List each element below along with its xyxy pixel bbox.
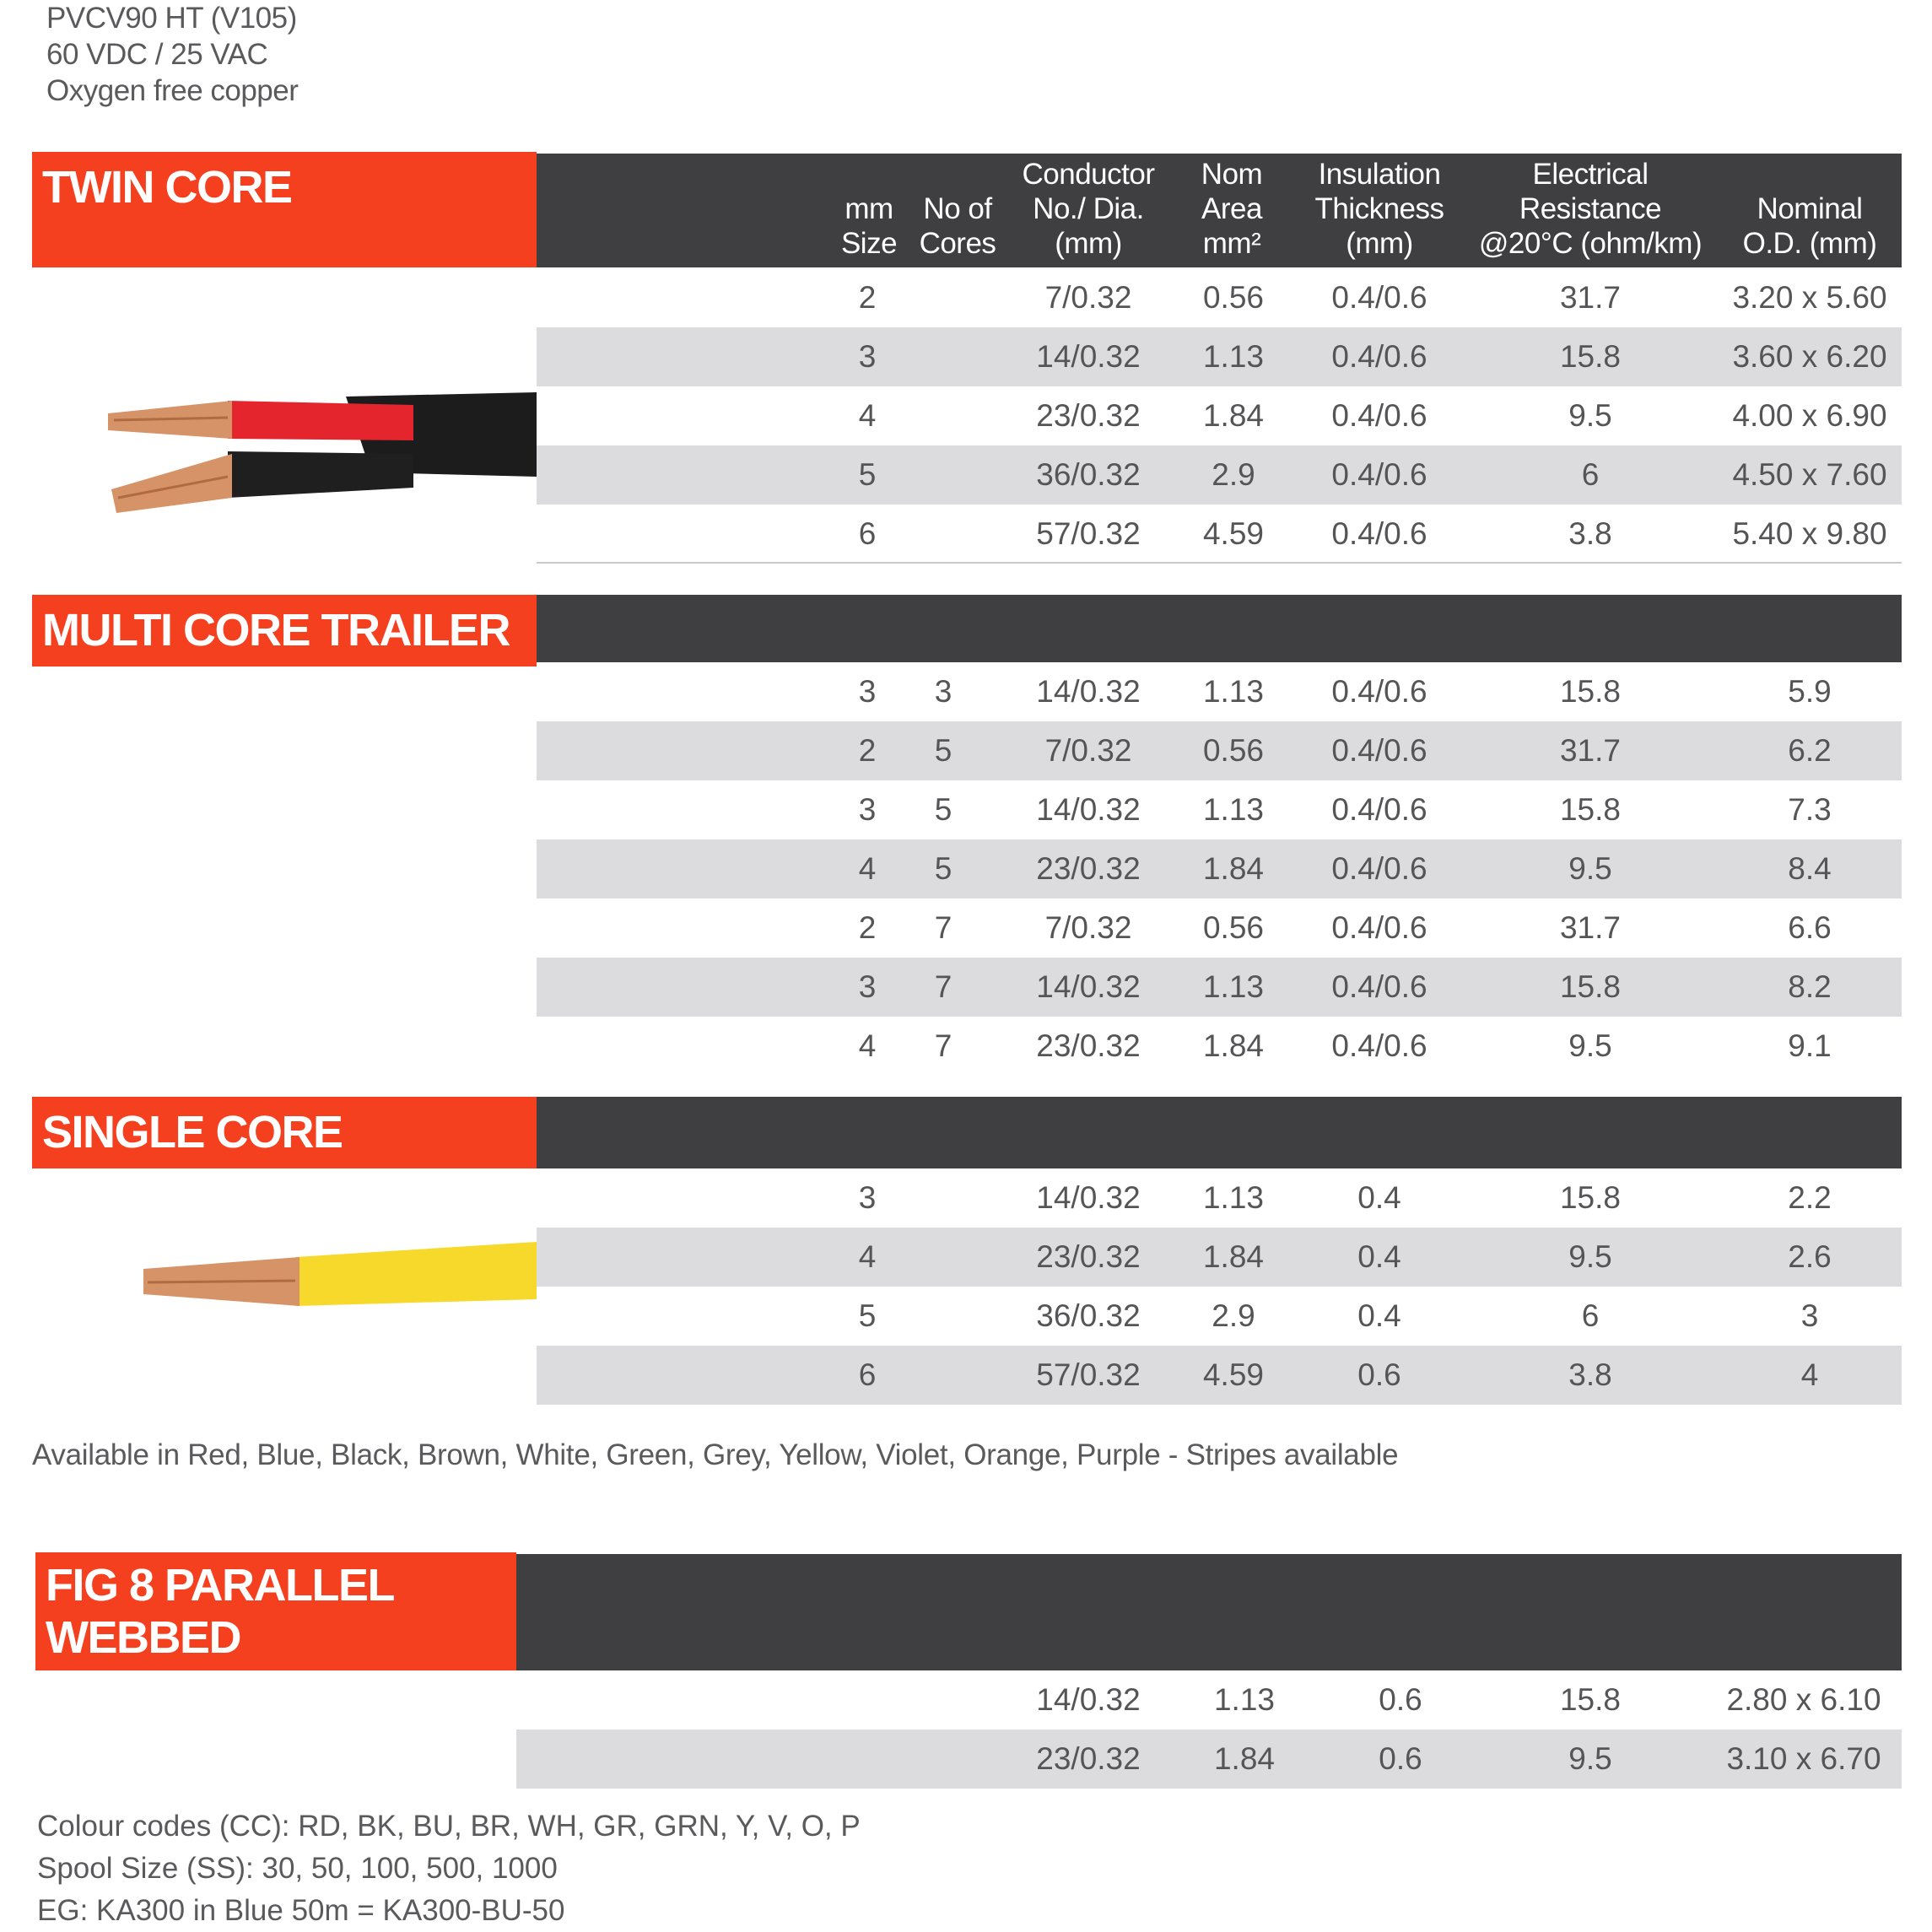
cell-resistance: 15.8 [1559, 339, 1621, 374]
cell-size: 2 [858, 280, 877, 315]
cell-od: 3.20 x 5.60 [1732, 280, 1887, 315]
cell-size: 6 [858, 1357, 877, 1392]
section-title-single-core: SINGLE CORE [32, 1097, 537, 1168]
cell-insulation: 0.4/0.6 [1331, 733, 1427, 768]
cell-insulation: 0.4/0.6 [1331, 457, 1427, 492]
cell-size: 3 [858, 792, 877, 827]
cell-conductor: 7/0.32 [1044, 733, 1132, 768]
cell-od: 2.80 x 6.10 [1726, 1682, 1881, 1717]
cell-area: 1.13 [1202, 792, 1264, 827]
cell-od: 8.4 [1788, 851, 1832, 886]
cell-cores: 5 [934, 851, 953, 886]
cell-insulation: 0.4/0.6 [1331, 910, 1427, 945]
cell-od: 7.3 [1788, 792, 1832, 827]
cell-size: 5 [858, 457, 877, 492]
cell-area: 0.56 [1202, 733, 1264, 768]
table-row [537, 839, 1902, 899]
footer-line: Spool Size (SS): 30, 50, 100, 500, 1000 [37, 1852, 558, 1885]
section-header-bar [537, 1097, 1902, 1168]
cell-size: 4 [858, 851, 877, 886]
cell-conductor: 57/0.32 [1036, 516, 1141, 551]
cell-resistance: 9.5 [1568, 1741, 1612, 1776]
cell-conductor: 14/0.32 [1036, 792, 1141, 827]
spec-line: Oxygen free copper [46, 74, 299, 107]
cell-insulation: 0.4/0.6 [1331, 280, 1427, 315]
table-row [537, 1017, 1902, 1076]
cell-od: 4 [1800, 1357, 1819, 1392]
cell-resistance: 15.8 [1559, 1682, 1621, 1717]
cell-insulation: 0.4/0.6 [1331, 398, 1427, 433]
column-header-insulation: Insulation Thickness (mm) [1314, 158, 1444, 260]
cell-conductor: 7/0.32 [1044, 910, 1132, 945]
section-header-bar [537, 595, 1902, 662]
cell-resistance: 15.8 [1559, 1180, 1621, 1215]
cell-size: 4 [858, 1028, 877, 1063]
cell-insulation: 0.4 [1357, 1298, 1401, 1333]
column-header-resistance: Electrical Resistance @20°C (ohm/km) [1478, 158, 1703, 260]
cell-resistance: 3.8 [1568, 1357, 1612, 1392]
cell-conductor: 23/0.32 [1036, 1741, 1141, 1776]
colour-availability-note: Available in Red, Blue, Black, Brown, White, Green, Grey, Yellow, Violet, Orange, Purple - Stripes available [32, 1438, 1399, 1471]
cell-conductor: 14/0.32 [1036, 1180, 1141, 1215]
table-row [537, 958, 1902, 1017]
footer-notes [37, 1805, 861, 1932]
cell-resistance: 15.8 [1559, 969, 1621, 1004]
cell-area: 1.84 [1213, 1741, 1275, 1776]
cell-size: 4 [858, 1239, 877, 1274]
cell-insulation: 0.4 [1357, 1239, 1401, 1274]
section-title-fig8: FIG 8 PARALLEL WEBBED [35, 1552, 516, 1670]
cell-od: 5.40 x 9.80 [1732, 516, 1887, 551]
cell-cores: 7 [934, 1028, 953, 1063]
cell-size: 4 [858, 398, 877, 433]
single-core-cable-image [135, 1232, 537, 1325]
cell-area: 0.56 [1202, 280, 1264, 315]
cell-insulation: 0.6 [1357, 1357, 1401, 1392]
cell-size: 5 [858, 1298, 877, 1333]
cell-insulation: 0.4/0.6 [1331, 792, 1427, 827]
cell-od: 5.9 [1788, 674, 1832, 709]
cell-size: 2 [858, 910, 877, 945]
cell-size: 2 [858, 733, 877, 768]
table-row [537, 1168, 1902, 1228]
cell-area: 1.13 [1202, 339, 1264, 374]
cell-area: 0.56 [1202, 910, 1264, 945]
cell-insulation: 0.4/0.6 [1331, 516, 1427, 551]
cell-resistance: 9.5 [1568, 398, 1612, 433]
cell-resistance: 31.7 [1559, 280, 1621, 315]
cell-od: 4.00 x 6.90 [1732, 398, 1887, 433]
cell-od: 3.60 x 6.20 [1732, 339, 1887, 374]
cell-cores: 7 [934, 969, 953, 1004]
cell-od: 9.1 [1788, 1028, 1832, 1063]
cell-od: 6.6 [1788, 910, 1832, 945]
footer-line: Colour codes (CC): RD, BK, BU, BR, WH, GR, GRN, Y, V, O, P [37, 1810, 861, 1843]
cell-resistance: 15.8 [1559, 674, 1621, 709]
cell-conductor: 14/0.32 [1036, 674, 1141, 709]
table-row [537, 268, 1902, 327]
cell-area: 4.59 [1202, 1357, 1264, 1392]
cell-size: 3 [858, 339, 877, 374]
cell-area: 4.59 [1202, 516, 1264, 551]
cell-area: 2.9 [1212, 1298, 1255, 1333]
cell-insulation: 0.4/0.6 [1331, 339, 1427, 374]
spec-line: PVCV90 HT (V105) [46, 2, 297, 35]
cell-conductor: 23/0.32 [1036, 398, 1141, 433]
cell-resistance: 3.8 [1568, 516, 1612, 551]
cell-conductor: 36/0.32 [1036, 1298, 1141, 1333]
cell-area: 1.13 [1202, 969, 1264, 1004]
table-row [537, 505, 1902, 564]
cell-conductor: 14/0.32 [1036, 339, 1141, 374]
table-row [537, 1287, 1902, 1346]
cell-conductor: 23/0.32 [1036, 1239, 1141, 1274]
cell-od: 3.10 x 6.70 [1726, 1741, 1881, 1776]
cell-area: 1.84 [1202, 851, 1264, 886]
cell-conductor: 36/0.32 [1036, 457, 1141, 492]
table-row [537, 721, 1902, 780]
cell-resistance: 6 [1581, 457, 1600, 492]
table-row [516, 1670, 1902, 1730]
table-row [537, 1346, 1902, 1405]
cell-insulation: 0.4/0.6 [1331, 674, 1427, 709]
column-header-area: Nom Area mm² [1201, 158, 1263, 260]
column-header-od: Nominal O.D. (mm) [1742, 192, 1877, 260]
cell-od: 4.50 x 7.60 [1732, 457, 1887, 492]
cell-resistance: 31.7 [1559, 733, 1621, 768]
column-header-cores: No of Cores [919, 192, 996, 260]
table-row [537, 445, 1902, 505]
cell-resistance: 9.5 [1568, 851, 1612, 886]
cell-od: 6.2 [1788, 733, 1832, 768]
cell-resistance: 15.8 [1559, 792, 1621, 827]
cell-insulation: 0.4/0.6 [1331, 851, 1427, 886]
cell-size: 3 [858, 1180, 877, 1215]
cell-od: 2.6 [1788, 1239, 1832, 1274]
cell-resistance: 9.5 [1568, 1239, 1612, 1274]
table-row [537, 327, 1902, 386]
cell-cores: 5 [934, 792, 953, 827]
cell-conductor: 23/0.32 [1036, 1028, 1141, 1063]
cell-size: 6 [858, 516, 877, 551]
cell-insulation: 0.6 [1379, 1741, 1422, 1776]
table-row [537, 899, 1902, 958]
cell-od: 2.2 [1788, 1180, 1832, 1215]
table-divider [537, 562, 1902, 564]
cell-od: 3 [1800, 1298, 1819, 1333]
cell-area: 1.84 [1202, 398, 1264, 433]
cell-insulation: 0.4/0.6 [1331, 1028, 1427, 1063]
table-row [537, 780, 1902, 839]
cell-area: 1.84 [1202, 1239, 1264, 1274]
cell-conductor: 7/0.32 [1044, 280, 1132, 315]
cell-od: 8.2 [1788, 969, 1832, 1004]
cell-cores: 7 [934, 910, 953, 945]
spec-line: 60 VDC / 25 VAC [46, 38, 268, 71]
column-header-conductor: Conductor No./ Dia. (mm) [1022, 158, 1155, 260]
cell-size: 3 [858, 674, 877, 709]
cell-conductor: 14/0.32 [1036, 1682, 1141, 1717]
section-title-multi-core: MULTI CORE TRAILER [32, 595, 537, 666]
cell-insulation: 0.4 [1357, 1180, 1401, 1215]
table-row [537, 386, 1902, 445]
cell-area: 2.9 [1212, 457, 1255, 492]
cell-size: 3 [858, 969, 877, 1004]
cell-resistance: 31.7 [1559, 910, 1621, 945]
cell-conductor: 23/0.32 [1036, 851, 1141, 886]
cell-insulation: 0.6 [1379, 1682, 1422, 1717]
cell-cores: 5 [934, 733, 953, 768]
cell-resistance: 9.5 [1568, 1028, 1612, 1063]
cell-cores: 3 [934, 674, 953, 709]
table-row [537, 1228, 1902, 1287]
cell-area: 1.84 [1202, 1028, 1264, 1063]
twin-core-cable-image [93, 371, 537, 540]
spec-lines [46, 0, 298, 109]
cell-area: 1.13 [1202, 674, 1264, 709]
cell-area: 1.13 [1213, 1682, 1275, 1717]
cell-insulation: 0.4/0.6 [1331, 969, 1427, 1004]
cell-resistance: 6 [1581, 1298, 1600, 1333]
section-title-twin-core: TWIN CORE [32, 152, 537, 267]
cell-conductor: 14/0.32 [1036, 969, 1141, 1004]
cell-conductor: 57/0.32 [1036, 1357, 1141, 1392]
section-header-bar [516, 1554, 1902, 1670]
table-row [516, 1730, 1902, 1789]
footer-line: EG: KA300 in Blue 50m = KA300-BU-50 [37, 1894, 565, 1927]
column-header-size: mm Size [840, 192, 898, 260]
table-row [537, 662, 1902, 721]
cell-area: 1.13 [1202, 1180, 1264, 1215]
